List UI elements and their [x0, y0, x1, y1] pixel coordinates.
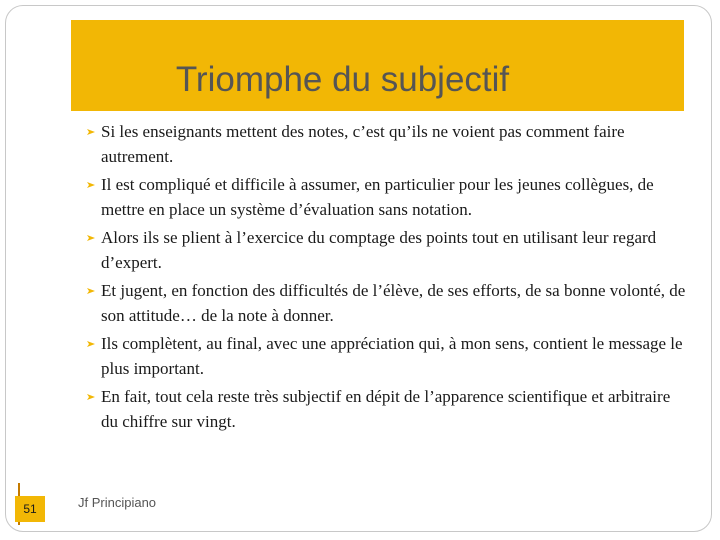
arrow-bullet-icon — [86, 286, 96, 296]
bullet-item — [86, 385, 686, 434]
footer-author: Jf Principiano — [78, 495, 157, 510]
page-number-badge: 51 — [15, 496, 45, 522]
bullet-item — [86, 279, 686, 328]
arrow-bullet-icon — [86, 339, 96, 349]
arrow-bullet-icon — [86, 180, 96, 190]
bullet-text: Alors ils se plient à l’exercice du comptage des points tout en utilisant leur regard d’expert. — [101, 228, 657, 272]
bullet-text: Ils complètent, au final, avec une appréciation qui, à mon sens, contient le message le plus important. — [101, 334, 683, 378]
bullet-text: Il est compliqué et difficile à assumer, en particulier pour les jeunes collègues, de mettre en place un système d’évaluation sans notation. — [101, 175, 654, 219]
bullet-item — [86, 226, 686, 275]
slide-title: Triomphe du subjectif — [175, 60, 510, 99]
bullet-text: En fait, tout cela reste très subjectif en dépit de l’apparence scientifique et arbitraire du chiffre sur vingt. — [101, 387, 671, 431]
bullet-item — [86, 173, 686, 222]
bullet-item — [86, 332, 686, 381]
bullet-text: Si les enseignants mettent des notes, c’est qu’ils ne voient pas comment faire autrement. — [101, 122, 625, 166]
arrow-bullet-icon — [86, 127, 96, 137]
arrow-bullet-icon — [86, 233, 96, 243]
bullet-item — [86, 120, 686, 169]
bullet-list — [86, 120, 686, 438]
bullet-text: Et jugent, en fonction des difficultés de l’élève, de ses efforts, de sa bonne volonté, de son attitude… de la note à donner. — [101, 281, 686, 325]
arrow-bullet-icon — [86, 392, 96, 402]
